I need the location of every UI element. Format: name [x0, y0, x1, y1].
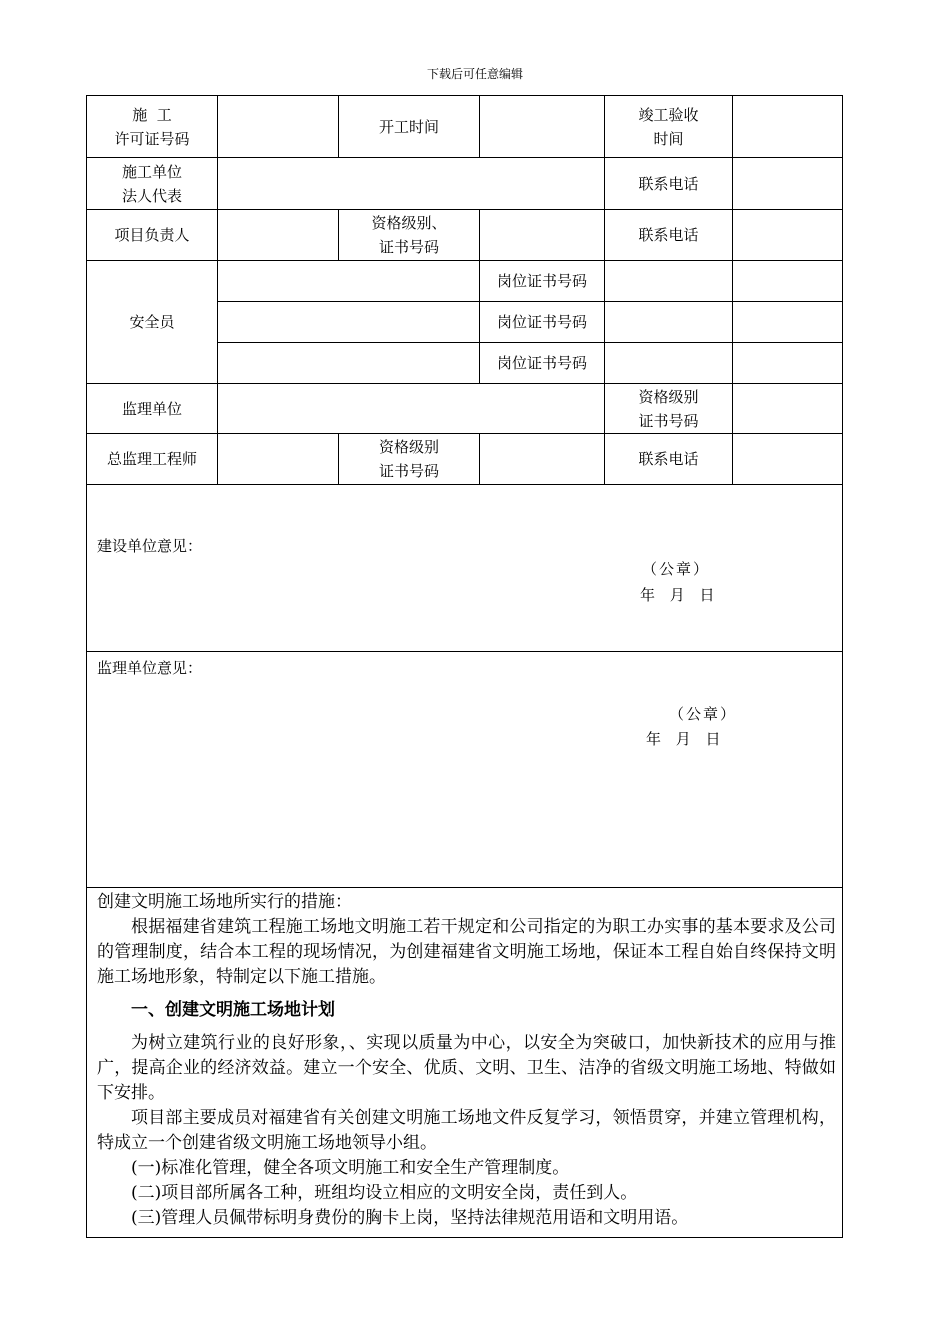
label-safety-cert-1: 岗位证书号码 — [480, 261, 605, 302]
label-finish-line1: 竣工验收 — [638, 105, 699, 124]
label-legal-rep-line2: 法人代表 — [121, 186, 182, 205]
owner-seal-text: （公章） — [642, 560, 711, 578]
measures-para1: 为树立建筑行业的良好形象，、实现以质量为中心，以安全为突破口，加快新技术的应用与推广，提高企业的经济效益。建立一个安全、优质、文明、卫生、洁净的省级文明施工场地、特做如下安排。 — [97, 1033, 836, 1103]
field-supervisor-unit[interactable] — [218, 384, 605, 434]
page-header: 下载后可任意编辑 — [426, 67, 523, 81]
row-supervisor-unit — [87, 384, 843, 434]
label-manager-qual — [339, 210, 480, 261]
field-permit-number[interactable] — [218, 96, 339, 158]
measures-item-3: (三)管理人员佩带标明身费份的胸卡上岗，坚持法律规范用语和文明用语。 — [131, 1208, 689, 1228]
label-supervisor-qual-line1: 资格级别 — [638, 387, 699, 406]
field-safety-cert-3b[interactable] — [733, 343, 843, 384]
supervisor-date-text: 年 月 日 — [646, 730, 721, 748]
label-finish-time — [605, 96, 733, 158]
field-manager[interactable] — [218, 210, 339, 261]
label-manager: 项目负责人 — [87, 210, 218, 261]
label-chief-phone: 联系电话 — [605, 434, 733, 485]
field-safety-officer-1[interactable] — [218, 261, 480, 302]
label-safety-cert-3: 岗位证书号码 — [480, 343, 605, 384]
row-owner-opinion — [87, 485, 843, 652]
measures-item-1: (一)标准化管理，健全各项文明施工和安全生产管理制度。 — [131, 1158, 570, 1178]
label-legal-rep-line1: 施工单位 — [121, 162, 182, 181]
label-permit-line1: 施 工 — [132, 105, 172, 124]
section1-title: 一、创建文明施工场地计划 — [131, 1000, 335, 1020]
label-legal-rep — [87, 158, 218, 210]
field-safety-officer-2[interactable] — [218, 302, 480, 343]
owner-opinion-label: 建设单位意见： — [97, 537, 203, 555]
label-legal-rep-phone: 联系电话 — [605, 158, 733, 210]
field-chief-phone[interactable] — [733, 434, 843, 485]
label-finish-line2: 时间 — [653, 129, 684, 148]
field-manager-phone[interactable] — [733, 210, 843, 261]
supervisor-seal-text: （公章） — [669, 705, 738, 723]
label-safety-officer: 安全员 — [87, 261, 218, 384]
measures-para2: 项目部主要成员对福建省有关创建文明施工场地文件反复学习，领悟贯穿，并建立管理机构，特成立一个创建省级文明施工场地领导小组。 — [97, 1108, 836, 1153]
row-manager — [87, 210, 843, 261]
field-safety-cert-3a[interactable] — [605, 343, 733, 384]
field-finish-time[interactable] — [733, 96, 843, 158]
owner-opinion-box[interactable] — [87, 485, 843, 652]
field-chief-supervisor[interactable] — [218, 434, 339, 485]
row-chief-supervisor — [87, 434, 843, 485]
field-legal-rep-phone[interactable] — [733, 158, 843, 210]
field-manager-qual[interactable] — [480, 210, 605, 261]
field-safety-cert-2a[interactable] — [605, 302, 733, 343]
label-chief-qual-line1: 资格级别 — [378, 438, 439, 456]
measures-item-2: (二)项目部所属各工种，班组均设立相应的文明安全岗，责任到人。 — [131, 1183, 638, 1203]
measures-title: 创建文明施工场地所实行的措施： — [97, 892, 352, 912]
label-supervisor-qual-line2: 证书号码 — [638, 411, 699, 430]
label-manager-qual-line1: 资格级别、 — [371, 214, 447, 232]
owner-date-text: 年 月 日 — [640, 586, 715, 604]
row-supervisor-opinion — [87, 652, 843, 888]
field-safety-cert-2b[interactable] — [733, 302, 843, 343]
label-chief-qual-line2: 证书号码 — [378, 462, 439, 480]
label-permit — [87, 96, 218, 158]
label-permit-line2: 许可证号码 — [114, 129, 190, 148]
label-manager-phone: 联系电话 — [605, 210, 733, 261]
label-manager-qual-line2: 证书号码 — [378, 238, 439, 256]
supervisor-opinion-box[interactable] — [87, 652, 843, 888]
label-safety-cert-2: 岗位证书号码 — [480, 302, 605, 343]
measures-box — [87, 888, 843, 1238]
field-start-time[interactable] — [480, 96, 605, 158]
field-safety-officer-3[interactable] — [218, 343, 480, 384]
measures-intro: 根据福建省建筑工程施工场地文明施工若干规定和公司指定的为职工办实事的基本要求及公司的管理制度，结合本工程的现场情况，为创建福建省文明施工场地，保证本工程自始自终保持文明施工场地形象，特制定以下施工措施。 — [97, 917, 836, 987]
label-supervisor-unit: 监理单位 — [87, 384, 218, 434]
label-chief-supervisor: 总监理工程师 — [87, 434, 218, 485]
supervisor-opinion-label: 监理单位意见： — [97, 659, 203, 677]
label-chief-qual — [339, 434, 480, 485]
field-chief-qual[interactable] — [480, 434, 605, 485]
field-supervisor-qual[interactable] — [733, 384, 843, 434]
field-safety-cert-1b[interactable] — [733, 261, 843, 302]
label-supervisor-qual — [605, 384, 733, 434]
field-safety-cert-1a[interactable] — [605, 261, 733, 302]
label-start-time: 开工时间 — [339, 96, 480, 158]
row-safety-1 — [87, 261, 843, 302]
row-measures — [87, 888, 843, 1238]
row-legal-rep — [87, 158, 843, 210]
row-permit — [87, 96, 843, 158]
construction-form-table — [86, 95, 843, 1238]
field-legal-rep[interactable] — [218, 158, 605, 210]
